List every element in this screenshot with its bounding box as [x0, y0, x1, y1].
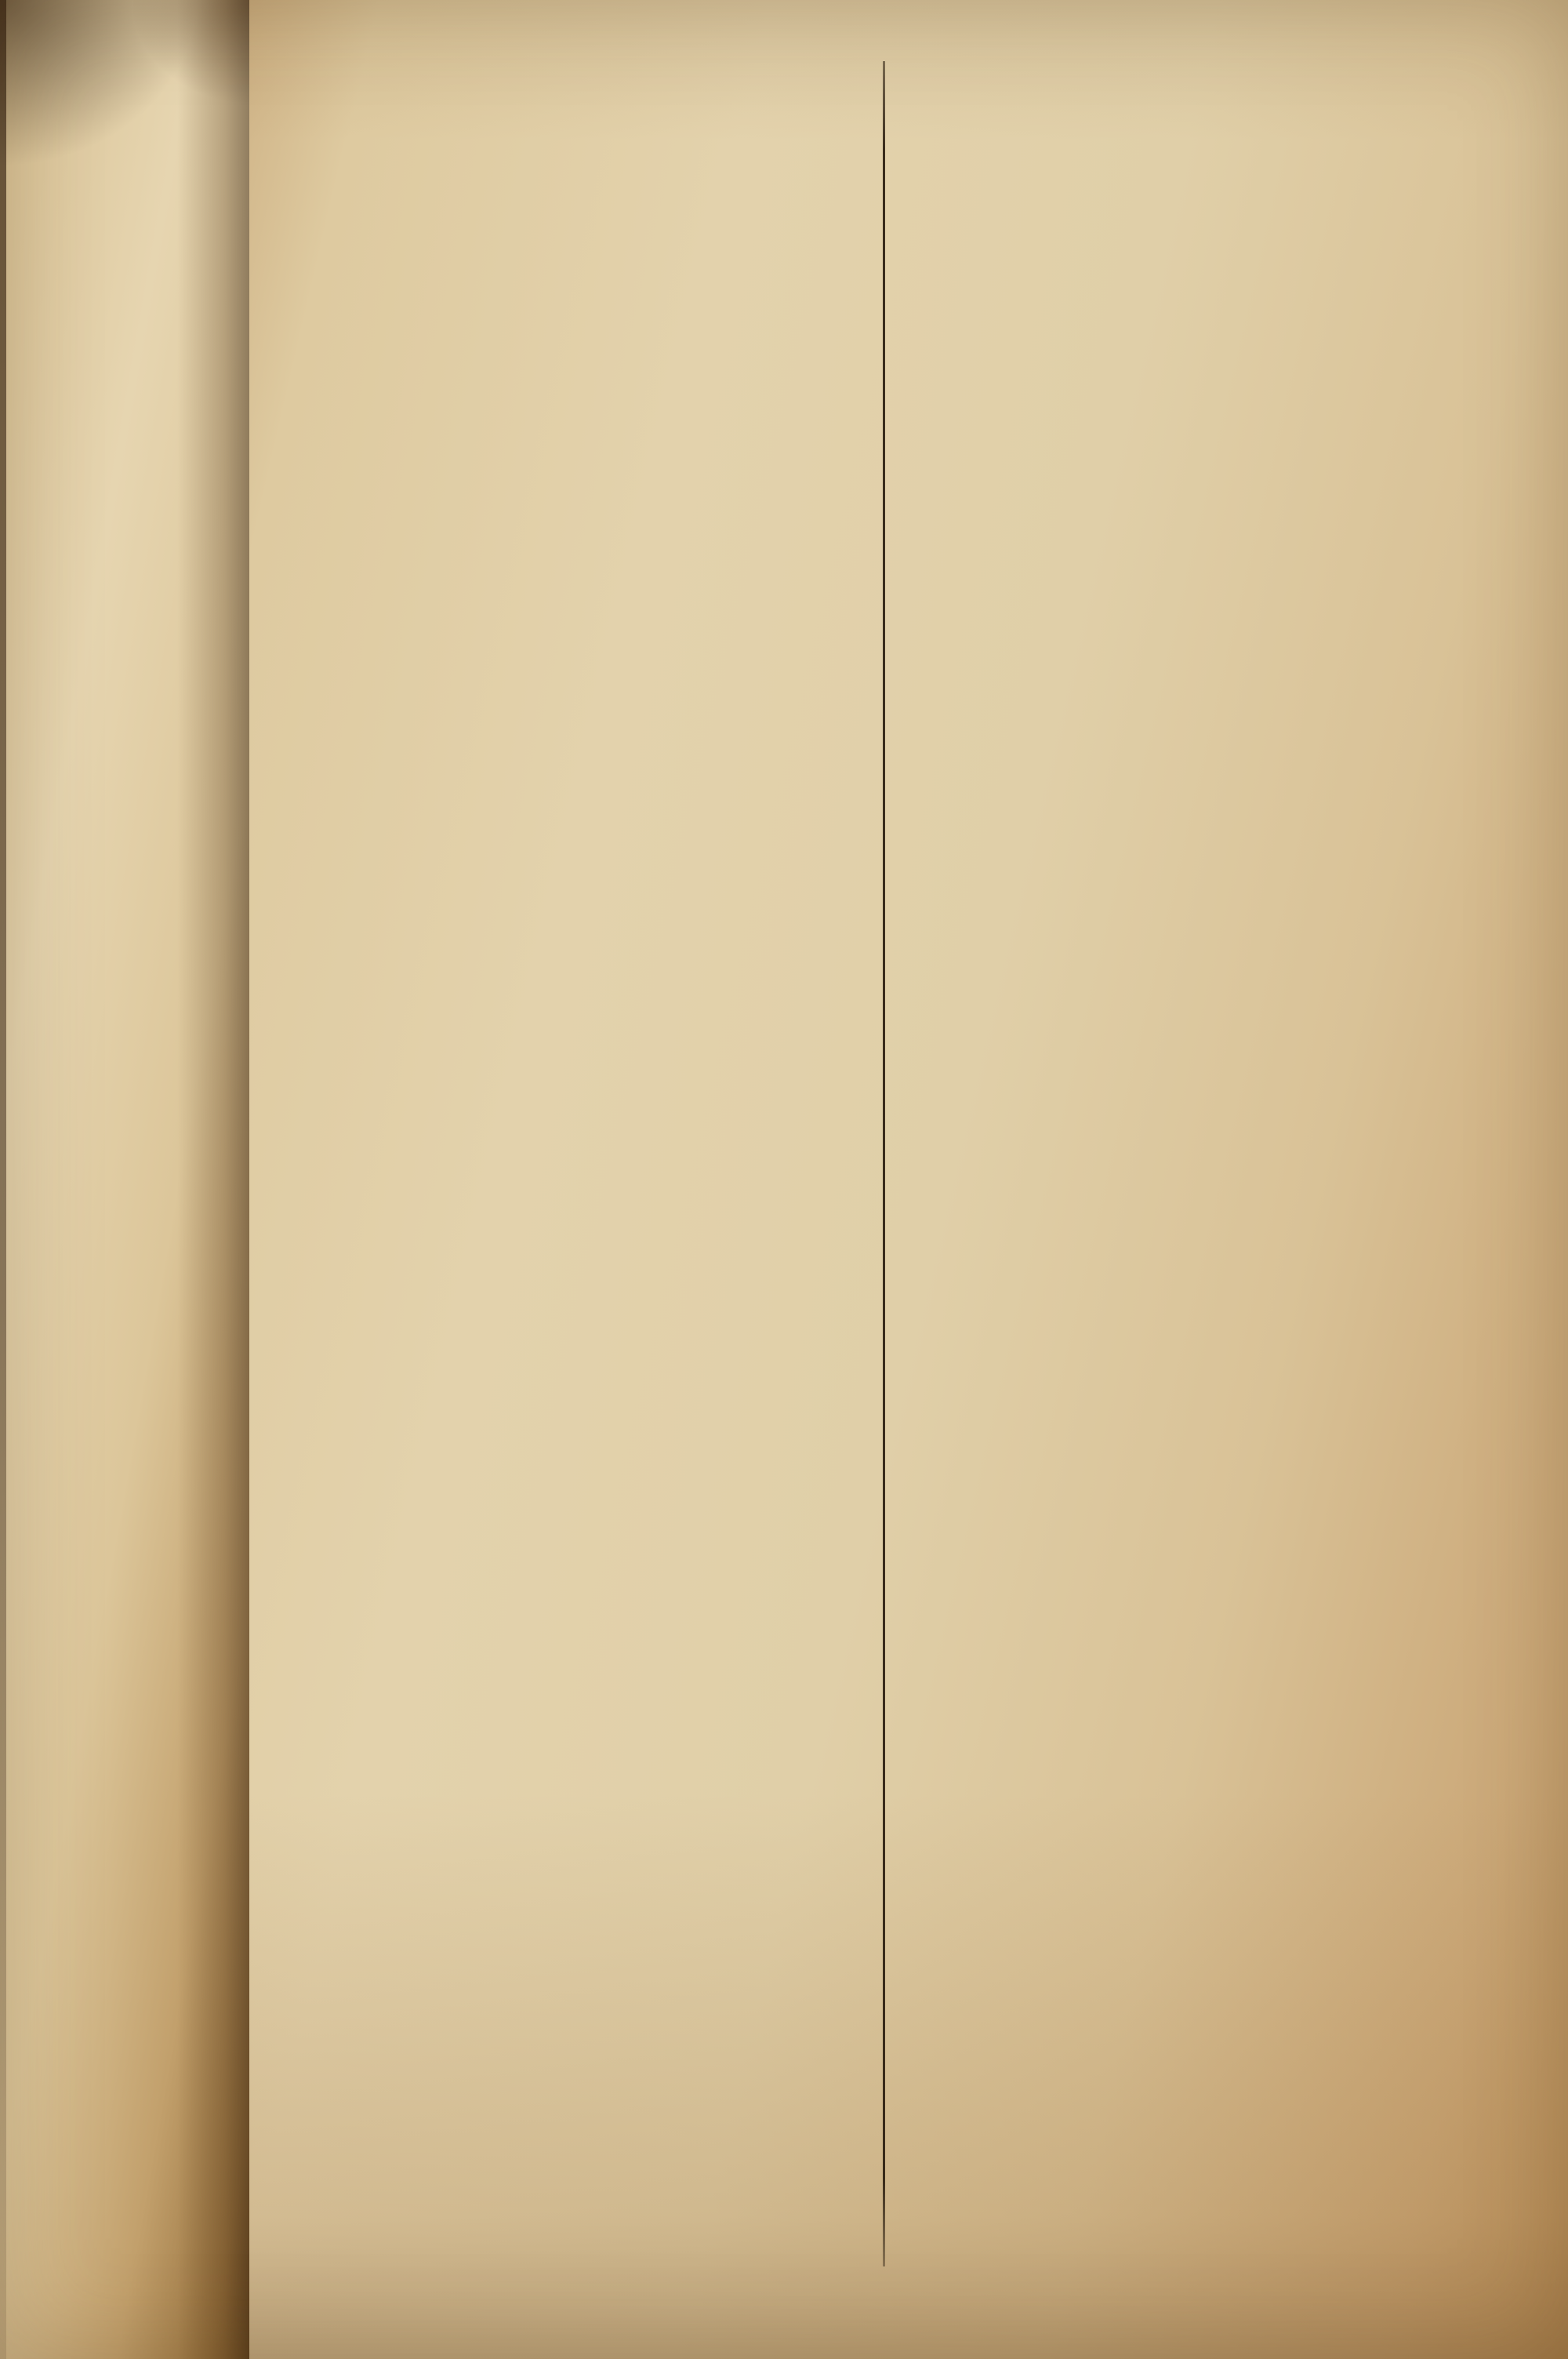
previous-page-edge [0, 0, 249, 2359]
page-left-edge-shadow [0, 0, 6, 2359]
column-divider-rule [883, 61, 885, 2266]
bible-page [249, 0, 1568, 2359]
text-column-left [278, 82, 877, 2277]
page-top-shadow [133, 0, 249, 102]
text-column-right [906, 82, 1504, 2277]
